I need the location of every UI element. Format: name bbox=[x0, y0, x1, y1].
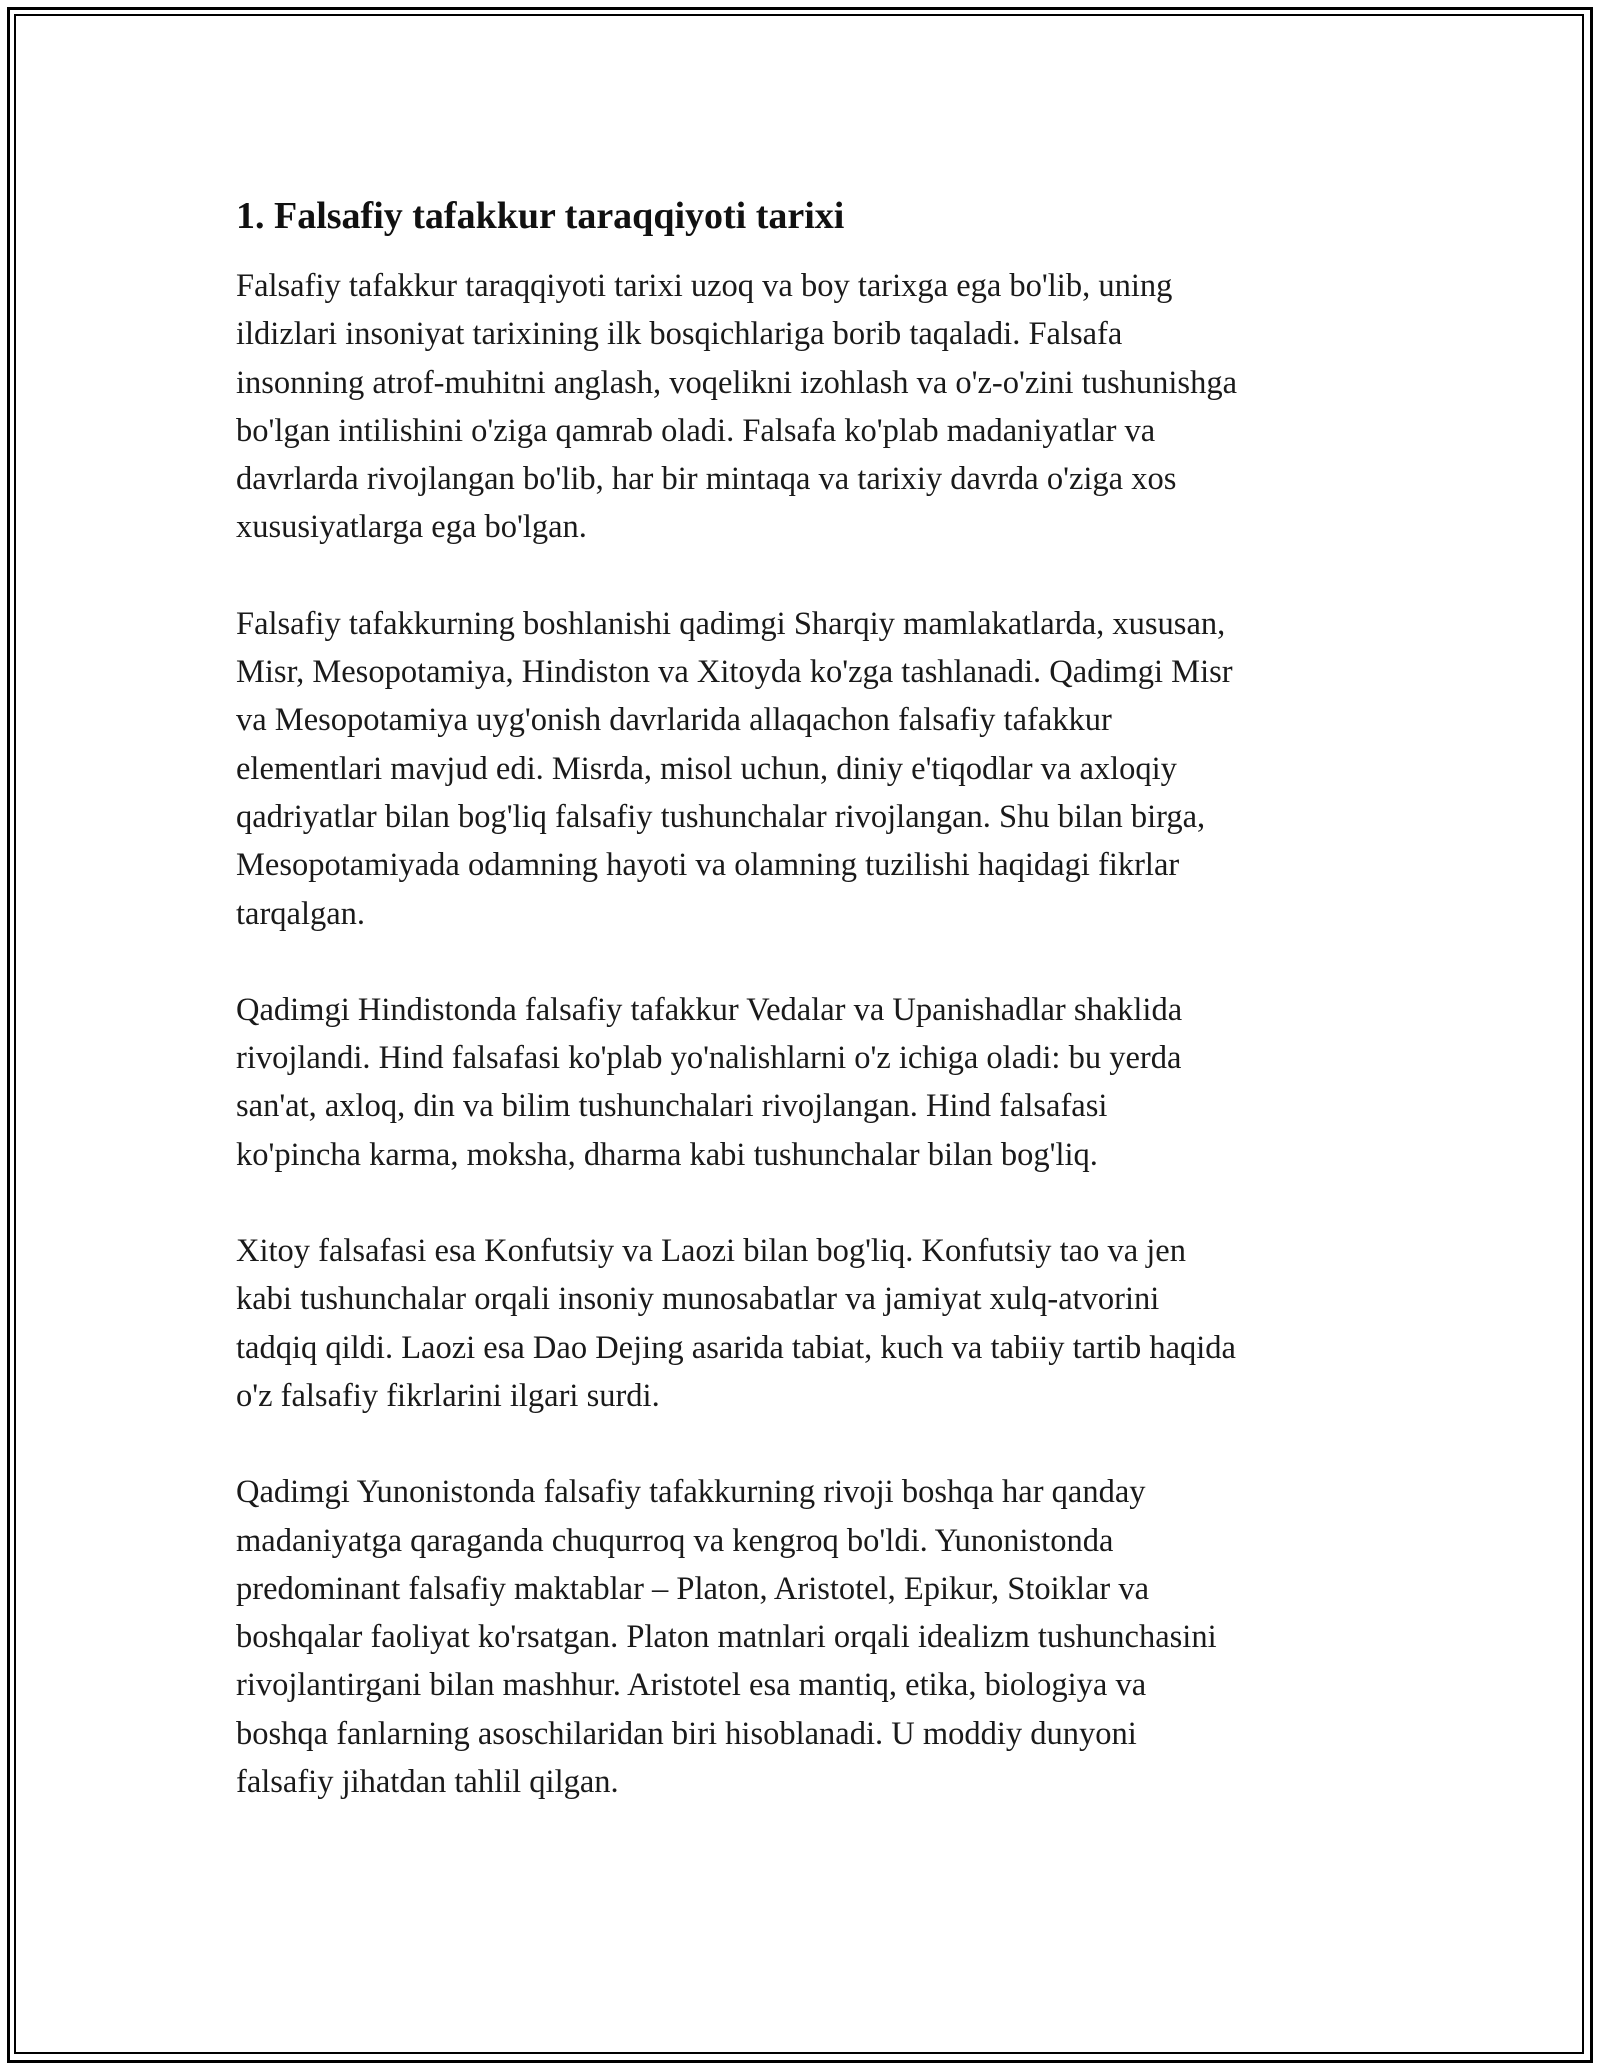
paragraph-intro: Falsafiy tafakkur taraqqiyoti tarixi uzoq va boy tarixga ega bo'lib, uning ildizlari insoniyat tarixining ilk bosqichlariga borib taqaladi. Falsafa insonning atrof-muhitni anglash, voqelikni izohlash va o'z-o'zini tushunishga bo'lgan intilishini o'ziga qamrab oladi. Falsafa ko'plab madaniyatlar va davrlarda rivojlangan bo'lib, har bir mintaqa va tarixiy davrda o'ziga xos xususiyatlarga ega bo'lgan. bbox=[236, 268, 1237, 546]
paragraph-india: Qadimgi Hindistonda falsafiy tafakkur Vedalar va Upanishadlar shaklida rivojlandi. Hind falsafasi ko'plab yo'nalishlarni o'z ichiga oladi: bu yerda san'at, axloq, din va bilim tushunchalari rivojlangan. Hind falsafasi ko'pincha karma, moksha, dharma kabi tushunchalar bilan bog'liq. bbox=[236, 991, 1183, 1173]
paragraph-greece: Qadimgi Yunonistonda falsafiy tafakkurning rivoji boshqa har qanday madaniyatga qaraganda chuqurroq va kengroq bo'ldi. Yunonistonda predominant falsafiy maktablar – Platon, Aristotel, Epikur, Stoiklar va boshqalar faoliyat ko'rsatgan. Platon matnlari orqali idealizm tushunchasini rivojlantirgani bilan mashhur. Aristotel esa mantiq, etika, biologiya va boshqa fanlarning asoschilaridan biri hisoblanadi. U moddiy dunyoni falsafiy jihatdan tahlil qilgan. bbox=[236, 1474, 1217, 1801]
paragraph-ancient-east: Falsafiy tafakkurning boshlanishi qadimgi Sharqiy mamlakatlarda, xususan, Misr, Mesopotamiya, Hindiston va Xitoyda ko'zga tashlanadi. Qadimgi Misr va Mesopotamiya uyg'onish davrlarida allaqachon falsafiy tafakkur elementlari mavjud edi. Misrda, misol uchun, diniy e'tiqodlar va axloqiy qadriyatlar bilan bog'liq falsafiy tushunchalar rivojlangan. Shu bilan birga, Mesopotamiyada odamning hayoti va olamning tuzilishi haqidagi fikrlar tarqalgan. bbox=[236, 605, 1233, 932]
paragraph-china: Xitoy falsafasi esa Konfutsiy va Laozi bilan bog'liq. Konfutsiy tao va jen kabi tushunchalar orqali insoniy munosabatlar va jamiyat xulq-atvorini tadqiq qildi. Laozi esa Dao Dejing asarida tabiat, kuch va tabiiy tartib haqida o'z falsafiy fikrlarini ilgari surdi. bbox=[236, 1233, 1236, 1414]
document-body bbox=[236, 190, 1376, 1806]
section-title: 1. Falsafiy tafakkur taraqqiyoti tarixi bbox=[236, 195, 845, 237]
